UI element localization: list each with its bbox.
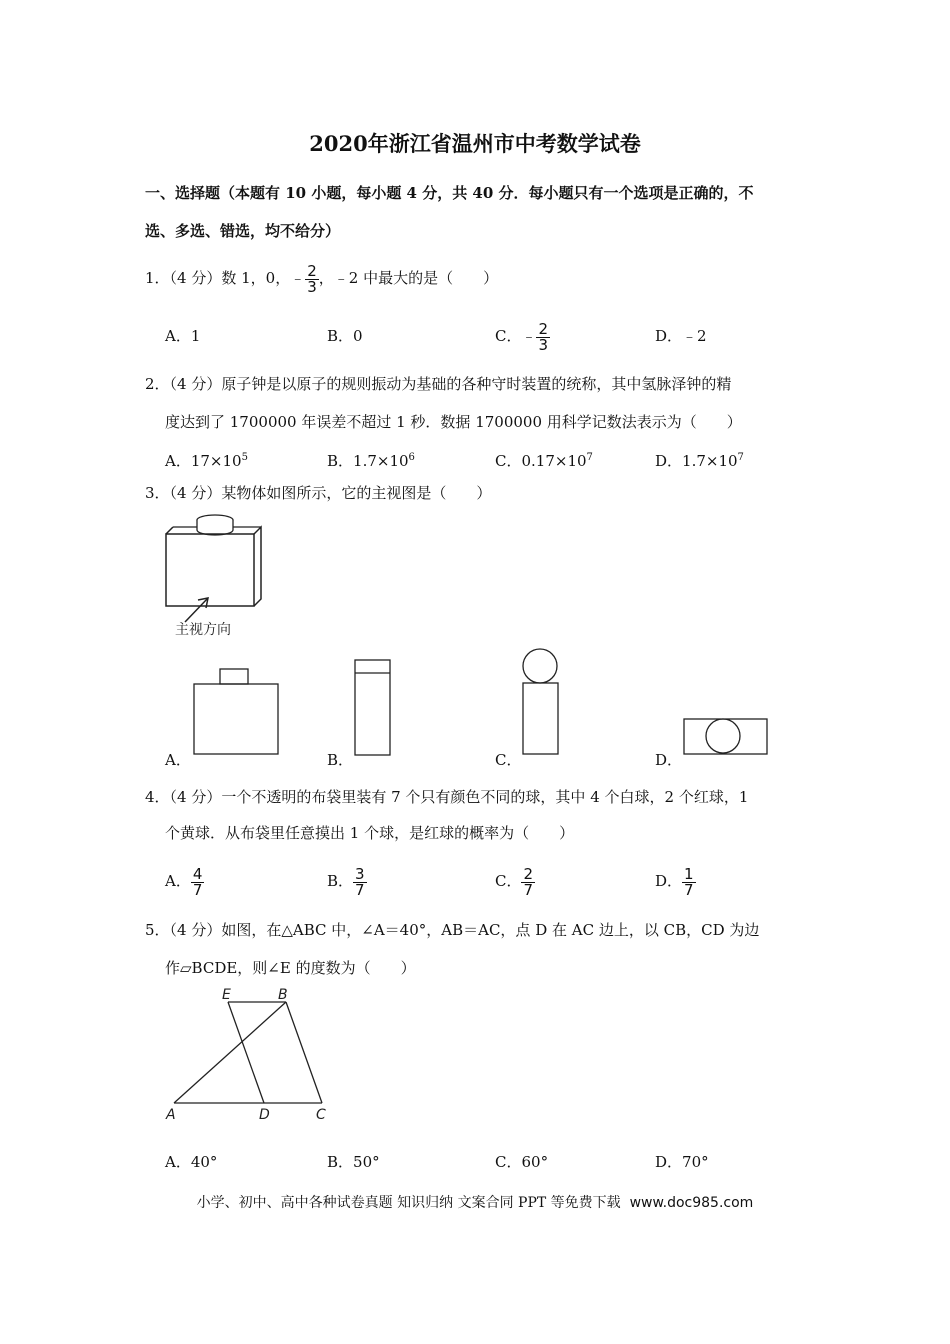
q5-option-b: B．50° bbox=[327, 1153, 380, 1171]
q1-option-c-label: C．﹣ bbox=[495, 327, 537, 345]
q4-b-label: B． bbox=[327, 872, 354, 890]
question-4-line1: 4．（4 分）一个不透明的布袋里装有 7 个只有颜色不同的球，其中 4 个白球，2 个红球，1 bbox=[145, 788, 749, 806]
q4-c-label: C． bbox=[495, 872, 522, 890]
point-label-d: D bbox=[259, 1107, 270, 1123]
q2-option-c bbox=[495, 448, 593, 471]
q4-a-den: 7 bbox=[192, 880, 203, 899]
q2-d-exp: 7 bbox=[737, 452, 744, 463]
q1-suffix: ，﹣2 中最大的是（ ） bbox=[318, 269, 499, 287]
q1-prefix: 1．（4 分）数 1，0，﹣ bbox=[145, 269, 306, 287]
q3-option-b: B． bbox=[327, 751, 354, 769]
q4-b-den: 7 bbox=[355, 880, 365, 899]
q4-option-a bbox=[165, 861, 204, 901]
section-heading-line2: 选、多选、错选，均不给分） bbox=[145, 222, 341, 240]
q1-frac-num: 2 bbox=[307, 261, 317, 280]
q2-option-d bbox=[655, 448, 744, 471]
question-2-line1: 2．（4 分）原子钟是以原子的规则振动为基础的各种守时装置的统称，其中氢脉泽钟的精 bbox=[145, 375, 732, 393]
q4-b-num: 3 bbox=[355, 864, 365, 883]
point-label-e: E bbox=[222, 987, 231, 1003]
q4-d-num: 1 bbox=[684, 864, 694, 883]
q1-c-den: 3 bbox=[538, 335, 549, 354]
q1-option-c-fraction bbox=[536, 319, 550, 354]
q1-option-c bbox=[495, 316, 550, 356]
q4-option-b bbox=[327, 861, 367, 901]
point-label-a: A bbox=[166, 1107, 176, 1123]
q3-option-b-figure bbox=[350, 655, 395, 760]
q2-option-a bbox=[165, 448, 248, 471]
q5-option-d: D．70° bbox=[655, 1153, 709, 1171]
point-label-c: C bbox=[316, 1107, 326, 1123]
q4-b-fraction bbox=[353, 864, 367, 899]
footer-link[interactable]: www.doc985.com bbox=[629, 1195, 754, 1211]
question-1-stem bbox=[145, 258, 498, 298]
point-label-b: B bbox=[278, 987, 288, 1003]
footer-text: 小学、初中、高中各种试卷真题 知识归纳 文案合同 PPT 等免费下载 bbox=[196, 1195, 621, 1211]
q4-c-den: 7 bbox=[523, 880, 534, 899]
q1-c-num: 2 bbox=[538, 319, 549, 338]
q1-frac-den: 3 bbox=[307, 277, 317, 296]
question-4-line2: 个黄球．从布袋里任意摸出 1 个球，是红球的概率为（ ） bbox=[165, 824, 575, 842]
question-3-stem: 3．（4 分）某物体如图所示，它的主视图是（ ） bbox=[145, 484, 492, 502]
q2-c-exp: 7 bbox=[586, 452, 593, 463]
q4-a-label: A． bbox=[165, 872, 191, 890]
question-5-line1: 5．（4 分）如图，在△ABC 中，∠A＝40°，AB＝AC，点 D 在 AC 边上，以 CB，CD 为边 bbox=[145, 921, 760, 939]
q3-object-figure bbox=[160, 510, 280, 640]
q1-option-a: A．1 bbox=[165, 327, 201, 345]
q2-c-base: C．0.17×10 bbox=[495, 452, 587, 470]
q3-option-c: C． bbox=[495, 751, 522, 769]
q4-d-den: 7 bbox=[684, 880, 694, 899]
q3-option-c-figure bbox=[518, 645, 563, 760]
q3-option-a-figure bbox=[190, 665, 285, 760]
q3-option-a: A． bbox=[165, 751, 191, 769]
q4-c-fraction bbox=[521, 864, 535, 899]
q4-a-fraction bbox=[191, 864, 205, 899]
q3-option-d: D． bbox=[655, 751, 683, 769]
q5-option-c: C．60° bbox=[495, 1153, 549, 1171]
q2-a-exp: 5 bbox=[241, 452, 248, 463]
page-footer bbox=[0, 1192, 950, 1212]
q2-a-base: A．17×10 bbox=[165, 452, 242, 470]
q5-parallelogram-figure bbox=[160, 985, 340, 1125]
q2-b-exp: 6 bbox=[408, 452, 415, 463]
question-5-line2: 作▱BCDE，则∠E 的度数为（ ） bbox=[165, 959, 416, 977]
q4-option-c bbox=[495, 861, 535, 901]
page-title: 2020年浙江省温州市中考数学试卷 bbox=[309, 131, 641, 156]
q2-b-base: B．1.7×10 bbox=[327, 452, 409, 470]
q1-option-d: D．﹣2 bbox=[655, 327, 707, 345]
q4-d-fraction bbox=[682, 864, 696, 899]
q4-a-num: 4 bbox=[192, 864, 203, 883]
q4-d-label: D． bbox=[655, 872, 683, 890]
q2-option-b bbox=[327, 448, 415, 471]
q2-d-base: D．1.7×10 bbox=[655, 452, 738, 470]
q3-option-d-figure bbox=[680, 715, 772, 760]
q4-option-d bbox=[655, 861, 696, 901]
q5-option-a: A．40° bbox=[165, 1153, 218, 1171]
q3-view-direction-label: 主视方向 bbox=[175, 622, 231, 638]
section-heading-line1: 一、选择题（本题有 10 小题，每小题 4 分，共 40 分．每小题只有一个选项是正确的，不 bbox=[145, 184, 754, 202]
question-2-line2: 度达到了 1700000 年误差不超过 1 秒．数据 1700000 用科学记数法表示为（ ） bbox=[165, 413, 742, 431]
q1-fraction bbox=[305, 261, 319, 296]
q4-c-num: 2 bbox=[523, 864, 534, 883]
q1-option-b: B．0 bbox=[327, 327, 363, 345]
